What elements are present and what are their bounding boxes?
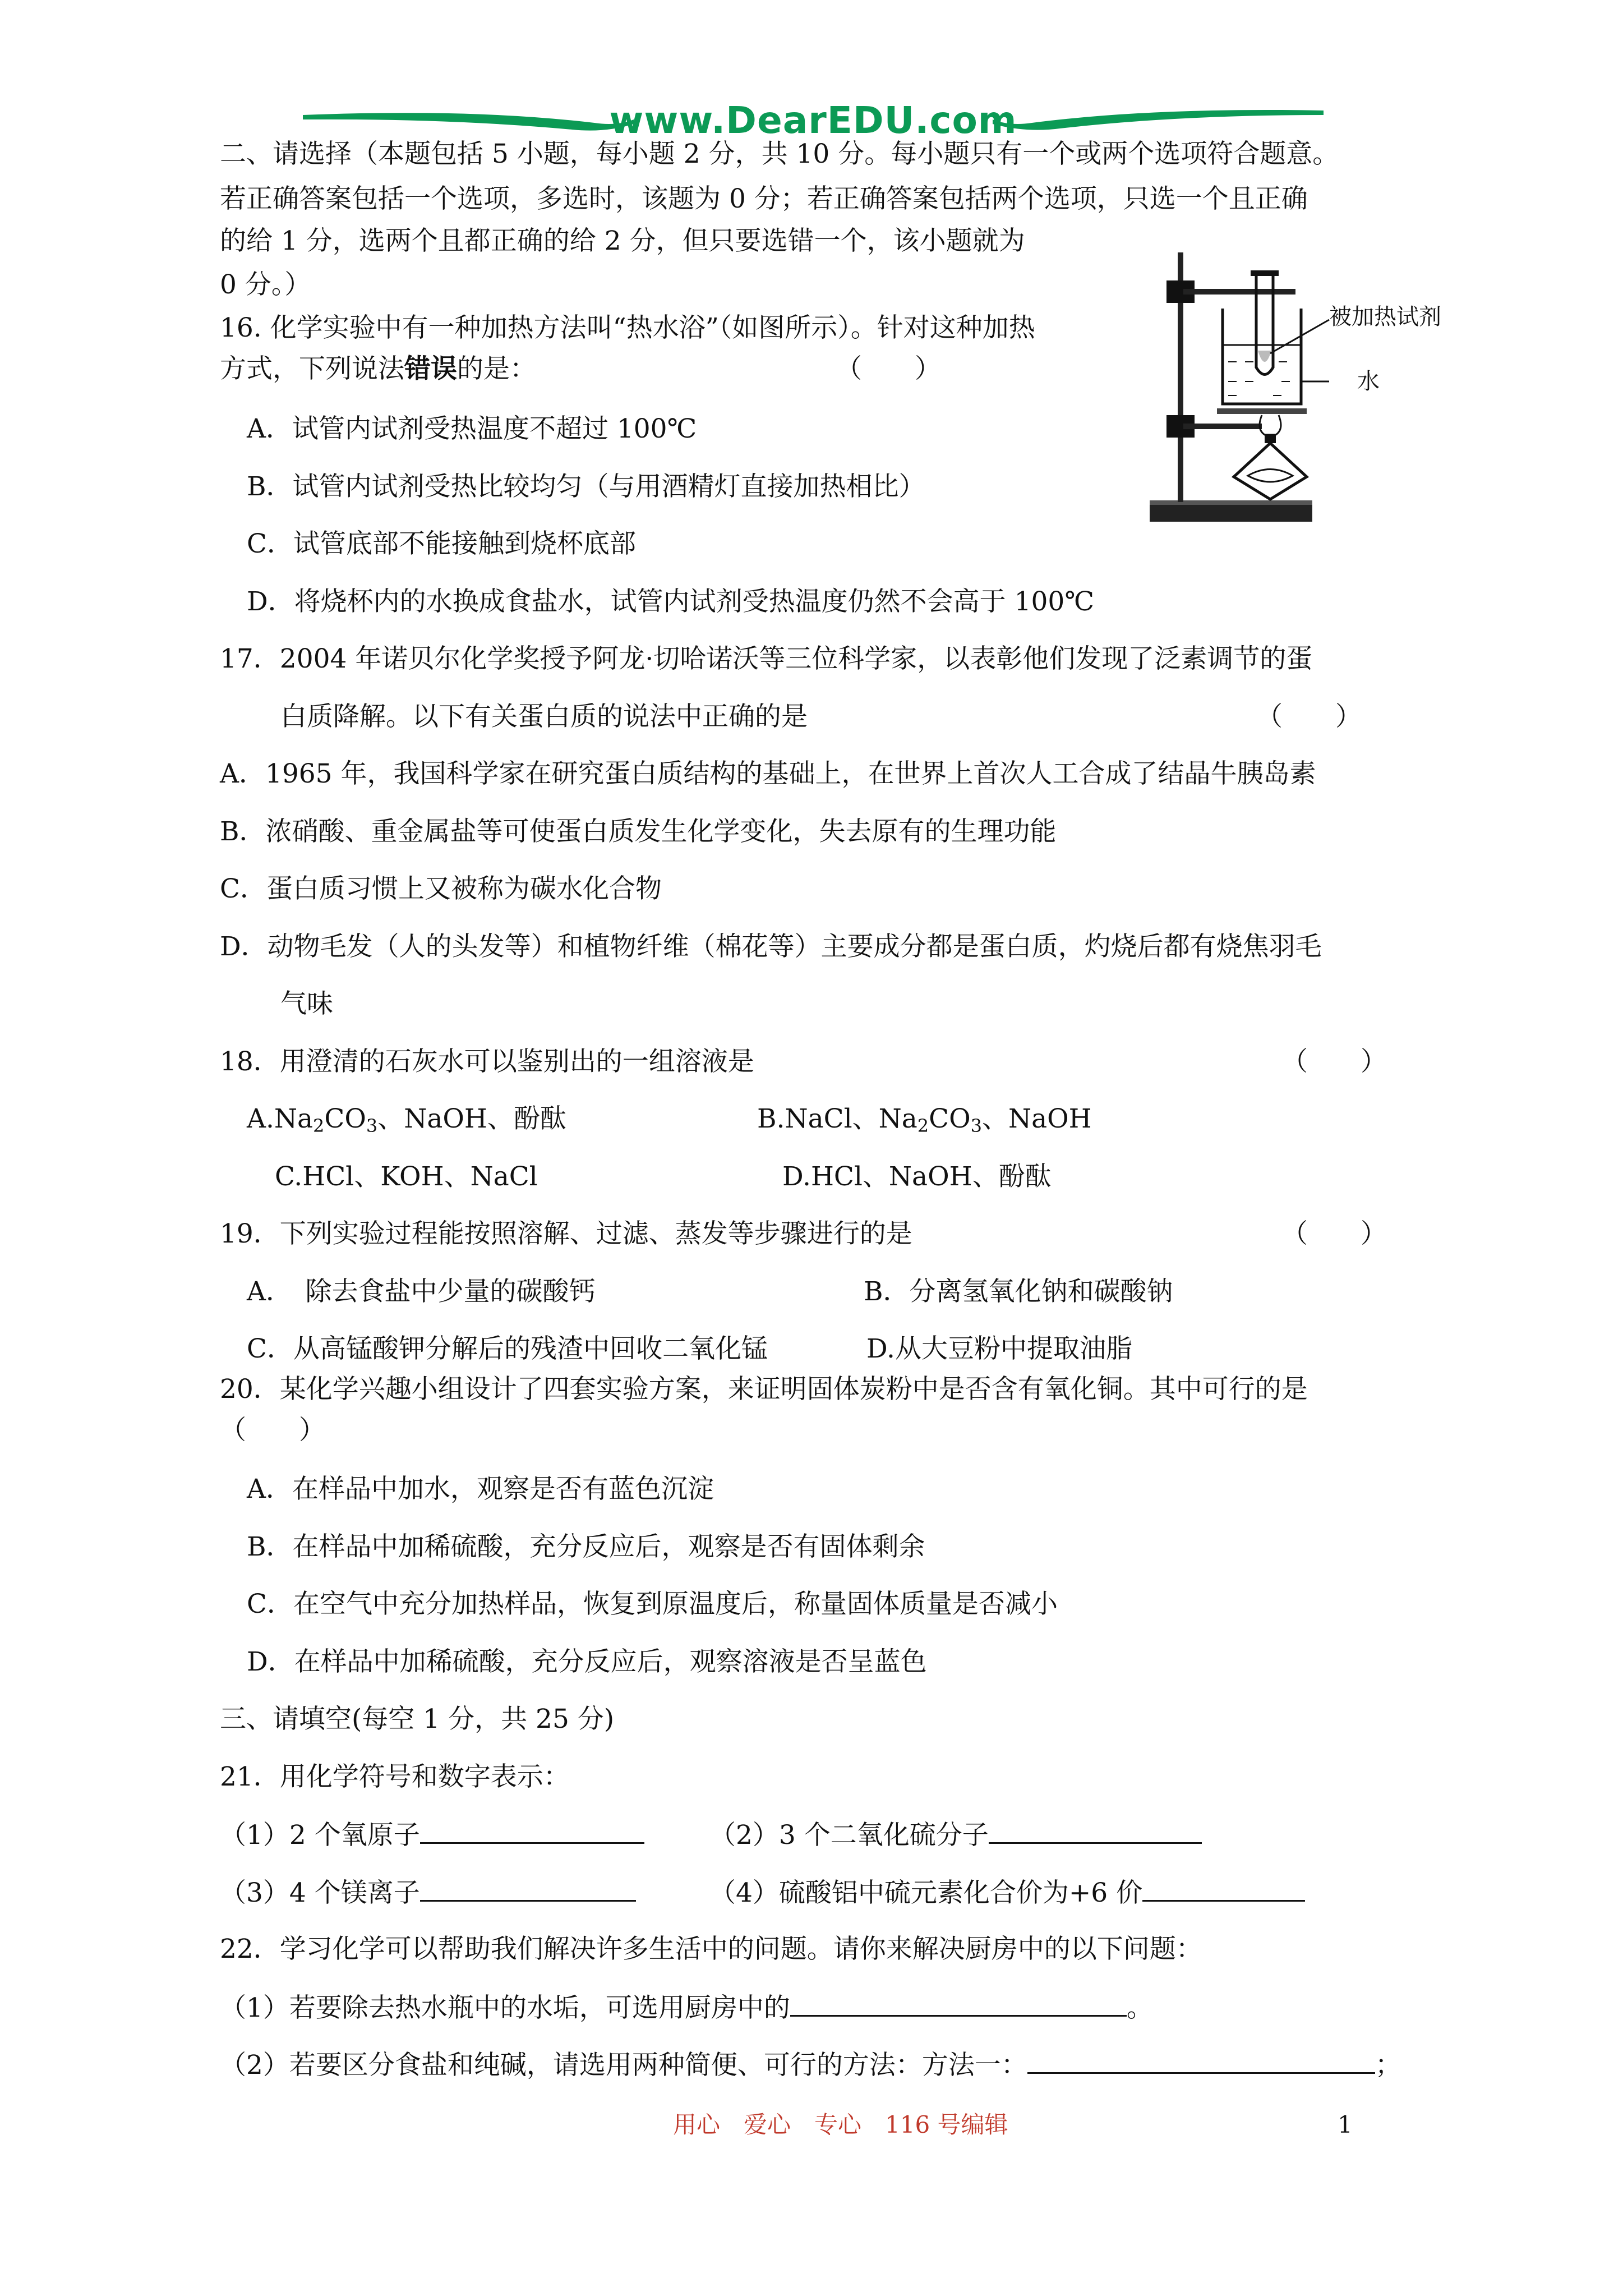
q19-answer-paren[interactable]: （ ） <box>1281 1218 1387 1249</box>
q17-stem-line2: 白质降解。以下有关蛋白质的说法中正确的是 <box>280 701 808 732</box>
q22-item-2: （2）若要区分食盐和纯碱，请选用两种简便、可行的方法：方法一： ； <box>220 2047 1401 2082</box>
q22-item-1: （1）若要除去热水瓶中的水垢，可选用厨房中的 。 <box>220 1990 1153 2025</box>
q16-stem-pre: 方式，下列说法 <box>220 353 404 384</box>
q19-option-a[interactable]: A． 除去食盐中少量的碳酸钙 <box>247 1276 596 1307</box>
answer-blank[interactable] <box>420 1875 636 1902</box>
water-label: 水 <box>1357 369 1380 394</box>
q20-option-c[interactable]: C．在空气中充分加热样品，恢复到原温度后，称量固体质量是否减小 <box>247 1589 1058 1619</box>
section3-title: 三、请填空(每空 1 分，共 25 分) <box>220 1704 615 1734</box>
q20-answer-paren[interactable]: （ ） <box>220 1415 325 1446</box>
q16-stem: 16. 化学实验中有一种加热方法叫“热水浴”（如图所示）。针对这种加热 <box>220 312 1035 343</box>
answer-blank[interactable] <box>790 1990 1127 2017</box>
water-bath-figure <box>1144 241 1503 544</box>
q21-item-4: （4）硫酸铝中硫元素化合价为+6 价 <box>709 1875 1305 1910</box>
answer-blank[interactable] <box>1027 2047 1375 2074</box>
answer-blank[interactable] <box>1142 1875 1305 1902</box>
q22-stem: 22．学习化学可以帮助我们解决许多生活中的问题。请你来解决厨房中的以下问题： <box>220 1934 1202 1964</box>
q17-answer-paren[interactable]: （ ） <box>1256 701 1362 732</box>
apparatus-diagram <box>1144 241 1503 544</box>
header-banner <box>303 98 1324 143</box>
q16-option-b[interactable]: B．试管内试剂受热比较均匀（与用酒精灯直接加热相比） <box>247 471 925 502</box>
answer-blank[interactable] <box>420 1818 644 1844</box>
q18-answer-paren[interactable]: （ ） <box>1281 1046 1387 1077</box>
q18-option-c[interactable]: C.HCl、KOH、NaCl <box>275 1161 538 1192</box>
q21-item-2: （2）3 个二氧化硫分子 <box>709 1818 1202 1852</box>
q20-stem: 20．某化学兴趣小组设计了四套实验方案，来证明固体炭粉中是否含有氧化铜。其中可行的是 <box>220 1374 1308 1405</box>
q18-stem: 18．用澄清的石灰水可以鉴别出的一组溶液是 <box>220 1046 754 1077</box>
q20-option-d[interactable]: D．在样品中加稀硫酸，充分反应后，观察溶液是否呈蓝色 <box>247 1646 927 1677</box>
site-logo[interactable]: www.DearEDU.com <box>609 99 1017 142</box>
q20-option-a[interactable]: A．在样品中加水，观察是否有蓝色沉淀 <box>247 1474 714 1504</box>
q21-item-3: （3）4 个镁离子 <box>220 1875 636 1910</box>
q16-option-a[interactable]: A．试管内试剂受热温度不超过 100℃ <box>247 413 697 444</box>
q21-stem: 21．用化学符号和数字表示： <box>220 1761 570 1792</box>
q16-option-c[interactable]: C．试管底部不能接触到烧杯底部 <box>247 528 636 559</box>
q18-option-d[interactable]: D.HCl、NaOH、酚酞 <box>782 1161 1052 1192</box>
q19-option-c[interactable]: C．从高锰酸钾分解后的残渣中回收二氧化锰 <box>247 1333 768 1364</box>
section2-intro-line: 二、请选择（本题包括 5 小题，每小题 2 分，共 10 分。每小题只有一个或两个选项符合题意。 <box>220 139 1339 169</box>
q19-option-b[interactable]: B．分离氢氧化钠和碳酸钠 <box>864 1276 1173 1307</box>
section2-intro-line: 0 分。） <box>220 269 311 300</box>
q17-option-d[interactable]: D．动物毛发（人的头发等）和植物纤维（棉花等）主要成分都是蛋白质，灼烧后都有烧焦羽毛 <box>220 931 1322 962</box>
q21-item-1: （1）2 个氧原子 <box>220 1818 644 1852</box>
section2-intro-line: 若正确答案包括一个选项，多选时，该题为 0 分；若正确答案包括两个选项，只选一个且正确 <box>220 183 1308 214</box>
q17-option-c[interactable]: C．蛋白质习惯上又被称为碳水化合物 <box>220 873 662 904</box>
reagent-label: 被加热试剂 <box>1329 304 1441 330</box>
q16-stem-emphasis: 错误 <box>404 353 457 384</box>
footer-credit: 用心 爱心 专心 116 号编辑 <box>673 2111 1008 2138</box>
q18-option-b[interactable]: B.NaCl、$Na_2CO_3$、NaOH <box>757 1103 1092 1137</box>
q16-answer-paren[interactable]: （ ） <box>836 353 941 384</box>
q19-option-d[interactable]: D.从大豆粉中提取油脂 <box>866 1333 1132 1364</box>
q19-stem: 19．下列实验过程能按照溶解、过滤、蒸发等步骤进行的是 <box>220 1218 912 1249</box>
q17-stem: 17．2004 年诺贝尔化学奖授予阿龙·切哈诺沃等三位科学家，以表彰他们发现了泛素调节的蛋 <box>220 643 1313 674</box>
answer-blank[interactable] <box>989 1818 1202 1844</box>
q16-option-d[interactable]: D．将烧杯内的水换成食盐水，试管内试剂受热温度仍然不会高于 100℃ <box>247 586 1094 617</box>
page-number: 1 <box>1338 2111 1353 2138</box>
q17-option-a[interactable]: A．1965 年，我国科学家在研究蛋白质结构的基础上，在世界上首次人工合成了结晶牛胰岛素 <box>220 758 1316 789</box>
q20-option-b[interactable]: B．在样品中加稀硫酸，充分反应后，观察是否有固体剩余 <box>247 1531 925 1562</box>
q17-option-b[interactable]: B．浓硝酸、重金属盐等可使蛋白质发生化学变化，失去原有的生理功能 <box>220 816 1057 847</box>
q18-option-a[interactable]: $A.Na_2CO_3$、NaOH、酚酞 <box>247 1103 566 1137</box>
section2-intro-line: 的给 1 分，选两个且都正确的给 2 分，但只要选错一个，该小题就为 <box>220 226 1025 256</box>
q17-option-d-cont: 气味 <box>280 988 333 1019</box>
q16-stem-line2 <box>220 352 536 386</box>
q16-stem-post: 的是： <box>457 353 536 384</box>
